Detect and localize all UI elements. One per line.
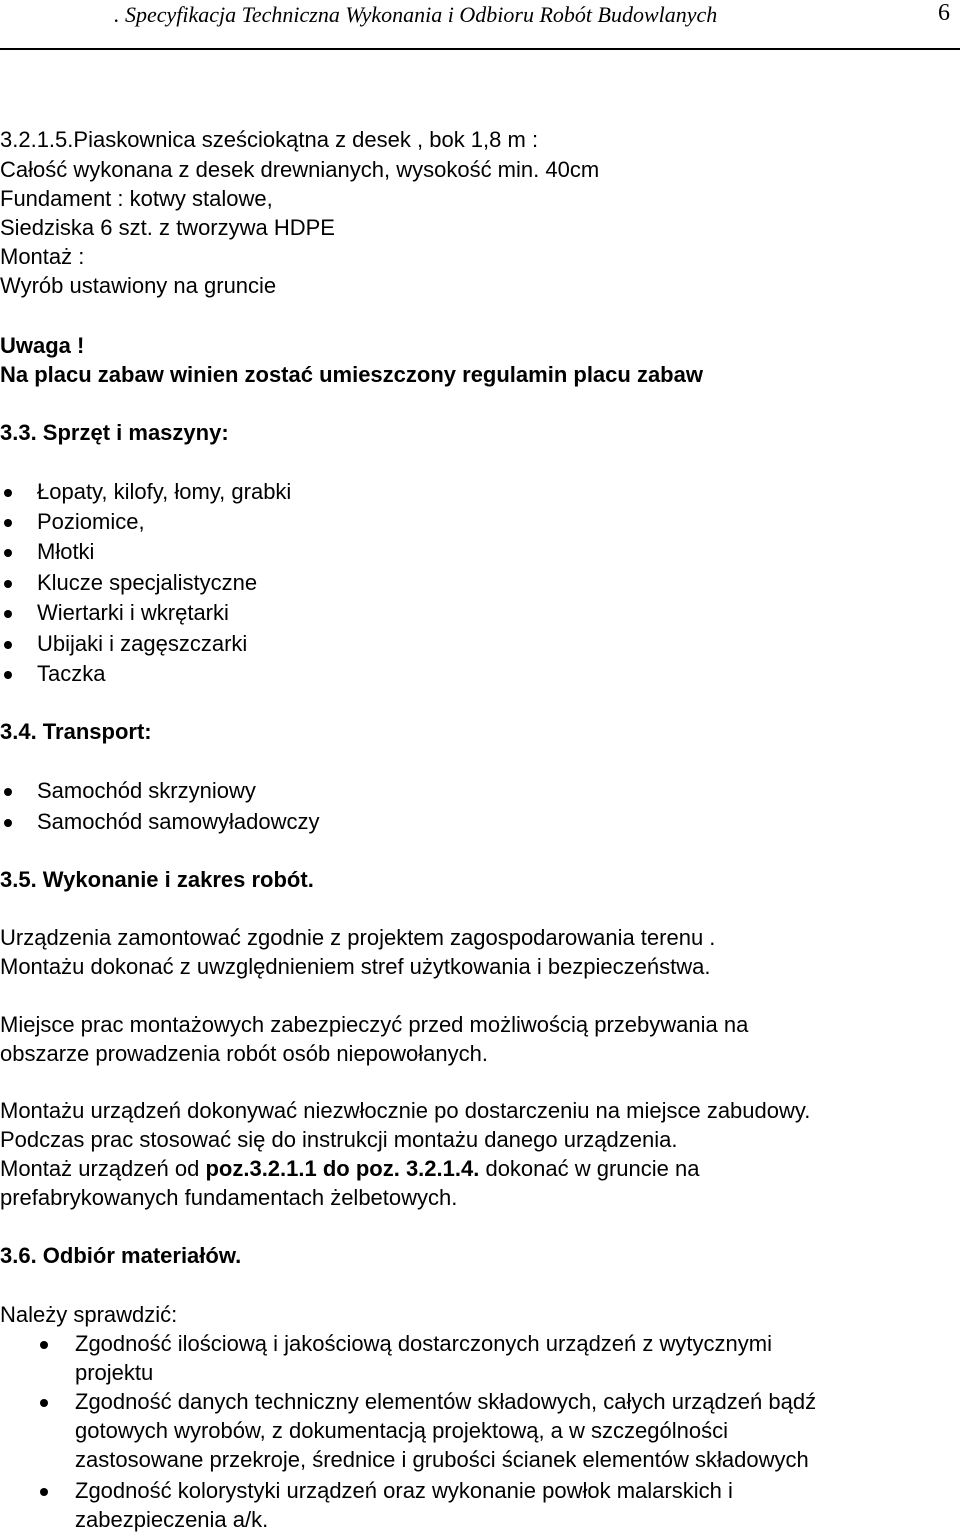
- bullet-icon: [4, 580, 12, 588]
- list-item-line: projektu: [75, 1360, 154, 1385]
- bullet-icon: [4, 671, 12, 679]
- list-item-line: Zgodność ilościową i jakościową dostarczonych urządzeń z wytycznymi: [75, 1331, 772, 1356]
- text-line: Urządzenia zamontować zgodnie z projektem zagospodarowania terenu .: [0, 925, 716, 950]
- list-item-line: zabezpieczenia a/k.: [75, 1507, 269, 1532]
- intro-text: Należy sprawdzić:: [0, 1302, 178, 1327]
- bullet-icon: [40, 1399, 48, 1407]
- page-header: [0, 0, 960, 50]
- text-line: Fundament : kotwy stalowe,: [0, 186, 273, 211]
- bullet-icon: [40, 1341, 48, 1349]
- list-item: Samochód samowyładowczy: [37, 809, 320, 834]
- list-item-line: Zgodność danych techniczny elementów składowych, całych urządzeń bądź: [75, 1389, 817, 1414]
- list-item: Klucze specjalistyczne: [37, 570, 258, 595]
- text-line: Siedziska 6 szt. z tworzywa HDPE: [0, 215, 335, 240]
- text-line: Całość wykonana z desek drewnianych, wysokość min. 40cm: [0, 157, 600, 182]
- list-item-line: Zgodność kolorystyki urządzeń oraz wykonanie powłok malarskich i: [75, 1478, 733, 1503]
- text-line: Montażu urządzeń dokonywać niezwłocznie po dostarczeniu na miejsce zabudowy.: [0, 1098, 811, 1123]
- list-item: Ubijaki i zagęszczarki: [37, 631, 248, 656]
- list-item-line: zastosowane przekroje, średnice i grubości ścianek elementów składowych: [75, 1447, 809, 1472]
- text-line: Montażu dokonać z uwzględnieniem stref użytkowania i bezpieczeństwa.: [0, 954, 711, 979]
- list-item: Młotki: [37, 539, 95, 564]
- list-item: Samochód skrzyniowy: [37, 778, 256, 803]
- section-heading-3-5: 3.5. Wykonanie i zakres robót.: [0, 867, 314, 892]
- section-heading-3-6: 3.6. Odbiór materiałów.: [0, 1243, 242, 1268]
- text-line: [0, 1156, 699, 1182]
- bullet-icon: [4, 641, 12, 649]
- bullet-icon: [40, 1488, 48, 1496]
- bullet-icon: [4, 519, 12, 527]
- bullet-icon: [4, 610, 12, 618]
- note-title: Uwaga !: [0, 333, 85, 358]
- bullet-icon: [4, 489, 12, 497]
- list-item: Wiertarki i wkrętarki: [37, 600, 229, 625]
- note-text: Na placu zabaw winien zostać umieszczony regulamin placu zabaw: [0, 362, 703, 387]
- section-title-3-2-1-5: 3.2.1.5.Piaskownica sześciokątna z desek , bok 1,8 m :: [0, 127, 539, 152]
- text-line: Miejsce prac montażowych zabezpieczyć przed możliwością przebywania na: [0, 1012, 749, 1037]
- section-heading-3-3: 3.3. Sprzęt i maszyny:: [0, 420, 229, 445]
- bullet-icon: [4, 819, 12, 827]
- list-item: Łopaty, kilofy, łomy, grabki: [37, 479, 292, 504]
- list-item-line: gotowych wyrobów, z dokumentacją projektową, a w szczególności: [75, 1418, 728, 1443]
- page-number: 6: [938, 0, 950, 26]
- bullet-icon: [4, 788, 12, 796]
- position-range: poz.3.2.1.1 do poz. 3.2.1.4.: [205, 1156, 480, 1181]
- section-heading-3-4: 3.4. Transport:: [0, 719, 152, 744]
- text-line: Montaż :: [0, 244, 85, 269]
- text-span: dokonać w gruncie na: [479, 1156, 700, 1181]
- text-span: Montaż urządzeń od: [0, 1156, 206, 1181]
- list-item: Taczka: [37, 661, 106, 686]
- text-line: Wyrób ustawiony na gruncie: [0, 273, 277, 298]
- text-line: prefabrykowanych fundamentach żelbetowych.: [0, 1185, 458, 1210]
- text-line: Podczas prac stosować się do instrukcji montażu danego urządzenia.: [0, 1127, 678, 1152]
- header-title: . Specyfikacja Techniczna Wykonania i Odbioru Robót Budowlanych: [114, 2, 718, 27]
- bullet-icon: [4, 549, 12, 557]
- text-line: obszarze prowadzenia robót osób niepowołanych.: [0, 1041, 488, 1066]
- list-item: Poziomice,: [37, 509, 145, 534]
